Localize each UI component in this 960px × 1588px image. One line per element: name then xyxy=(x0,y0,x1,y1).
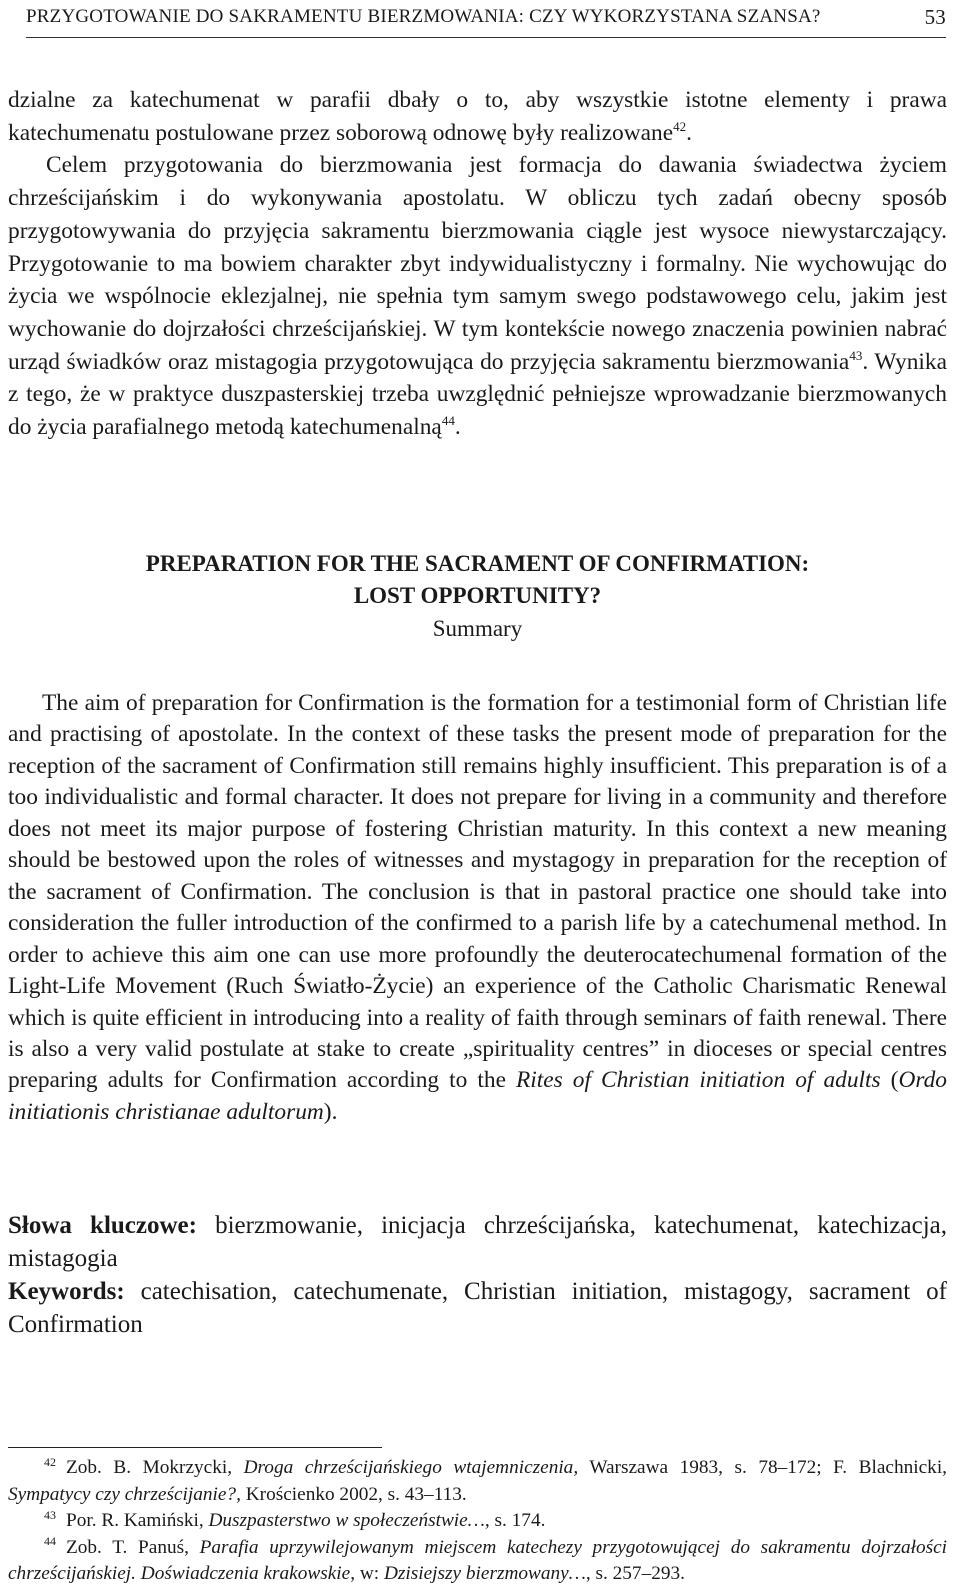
summary-subtitle: Summary xyxy=(432,616,523,641)
footnote-text: , w: xyxy=(350,1563,384,1584)
summary-text-c: ). xyxy=(323,1098,338,1125)
footnote-text: Krościenko 2002, s. 43–113. xyxy=(240,1483,467,1505)
body-paragraph-1-end: . xyxy=(686,119,692,146)
footnote-43 xyxy=(8,1508,947,1535)
keywords-section xyxy=(8,1209,947,1341)
keywords-pl-text: bierzmowanie, inicjacja chrześcijańska, katechumenat, katechizacja, mistagogia xyxy=(8,1212,947,1272)
footnote-number: 44 xyxy=(44,1534,56,1549)
footnote-italic: Sympatycy czy chrześcijanie?, xyxy=(8,1483,241,1505)
keywords-pl-label: Słowa kluczowe: xyxy=(8,1212,197,1239)
body-paragraph-1-text: dzialne za katechumenat w parafii dbały o to, aby wszystkie istotne elementy i prawa katechumenatu postulowane przez soborową odnowę były realizowane xyxy=(8,87,947,146)
summary-title-line-1: PREPARATION FOR THE SACRAMENT OF CONFIRMATION: xyxy=(145,551,810,576)
summary-text-b: ( xyxy=(880,1067,899,1094)
footnote-number: 43 xyxy=(44,1507,56,1522)
footnote-text: , s. 174. xyxy=(484,1510,546,1531)
footnote-italic: Dzisiejszy bierzmowany… xyxy=(383,1563,586,1584)
body-paragraph-2-text: Celem przygotowania do bierzmowania jest formacja do dawania świadectwa życiem chrześcijańskim i do wykonywania apostolatu. W obliczu tych zadań obecny sposób przygotowywania do przyjęcia sakramentu bierzmowania ciągle jest wysoce niewystarczający. Przygotowanie to ma bowiem charakter zbyt indywidualistyczny i formalny. Nie wychowując do życia we wspólnocie eklezjalnej, nie spełnia tym samym swego podstawowego celu, jakim jest wychowanie do dojrzałości chrześcijańskiej. W tym kontekście nowego znaczenia powinien nabrać urząd świadków oraz mistagogia przygotowująca do przyjęcia sakramentu bierzmowania xyxy=(8,152,947,375)
footnote-separator xyxy=(8,1447,382,1448)
keywords-en-label: Keywords: xyxy=(8,1278,125,1305)
footnote-42 xyxy=(8,1455,947,1508)
keywords-en xyxy=(8,1275,947,1341)
footnote-italic: Droga chrześcijańskiego wtajemniczenia, xyxy=(243,1457,579,1478)
footnote-ref-43[interactable]: 43 xyxy=(849,347,863,363)
footnote-ref-42[interactable]: 42 xyxy=(673,118,687,134)
summary-italic-title-la: Ordo initiationis christianae adultorum xyxy=(8,1067,947,1125)
running-header-title: PRZYGOTOWANIE DO SAKRAMENTU BIERZMOWANIA: CZY WYKORZYSTANA SZANSA? xyxy=(26,6,821,27)
running-header xyxy=(26,2,946,38)
footnote-number: 42 xyxy=(44,1454,56,1469)
keywords-pl xyxy=(8,1209,947,1275)
footnote-text: Por. R. Kamiński, xyxy=(66,1510,209,1531)
body-text xyxy=(8,84,947,444)
page-number: 53 xyxy=(924,4,946,29)
footnote-text: Zob. T. Panuś, xyxy=(66,1536,200,1558)
summary-text xyxy=(8,688,947,1128)
summary-title-line-2: LOST OPPORTUNITY? xyxy=(353,583,602,608)
keywords-en-text: catechisation, catechumenate, Christian initiation, mistagogy, sacrament of Confirmation xyxy=(8,1278,947,1338)
summary-text-a: The aim of preparation for Confirmation is the formation for a testimonial form of Christian life and practising of apostolate. In the context of these tasks the present mode of preparation for the reception of the sacrament of Confirmation still remains highly insufficient. This preparation is of a too individualistic and formal character. It does not prepare for living in a community and therefore does not meet its major purpose of fostering Christian maturity. In this context a new meaning should be bestowed upon the roles of witnesses and mystagogy in preparation for the reception of the sacrament of Confirmation. The conclusion is that in pastoral practice one should take into consideration the fuller introduction of the confirmed to a parish life by a catechumenal method. In order to achieve this aim one can use more profoundly the deuterocatechumenal formation of the Light-Life Movement (Ruch Światło-Życie) an experience of the Catholic Charismatic Renewal which is quite efficient in introducing into a reality of faith through seminars of faith renewal. There is also a very valid postulate at stake to create „spirituality centres” in dioceses or special centres preparing adults for Confirmation according to the xyxy=(8,690,947,1094)
footnote-44 xyxy=(8,1535,947,1588)
body-paragraph-2-end: . xyxy=(454,414,461,441)
footnotes xyxy=(8,1455,947,1588)
footnote-text: , s. 257–293. xyxy=(585,1563,685,1584)
summary-paragraph xyxy=(8,688,947,1128)
footnote-text: Warszawa 1983, s. 78–172; F. Blachnicki, xyxy=(578,1457,948,1478)
summary-italic-title-en: Rites of Christian initiation of adults xyxy=(515,1067,881,1094)
footnote-ref-44[interactable]: 44 xyxy=(441,413,455,429)
footnote-text: Zob. B. Mokrzycki, xyxy=(66,1457,244,1478)
body-paragraph-2-text-cont: . Wynika z tego, że w praktyce duszpasterskiej trzeba uwzględnić pełniejsze wprowadzanie bierzmowanych do życia parafialnego metodą katechumenalną xyxy=(8,348,947,441)
body-paragraph-2 xyxy=(8,149,947,443)
body-paragraph-1 xyxy=(8,84,947,149)
summary-title xyxy=(8,548,947,612)
footnote-italic: Duszpasterstwo w społeczeństwie… xyxy=(208,1510,485,1531)
footnote-italic: Parafia uprzywilejowanym miejscem katechezy przygotowującej do sakramentu dojrzałości chrześcijańskiej. Doświadczenia krakowskie xyxy=(8,1536,948,1584)
